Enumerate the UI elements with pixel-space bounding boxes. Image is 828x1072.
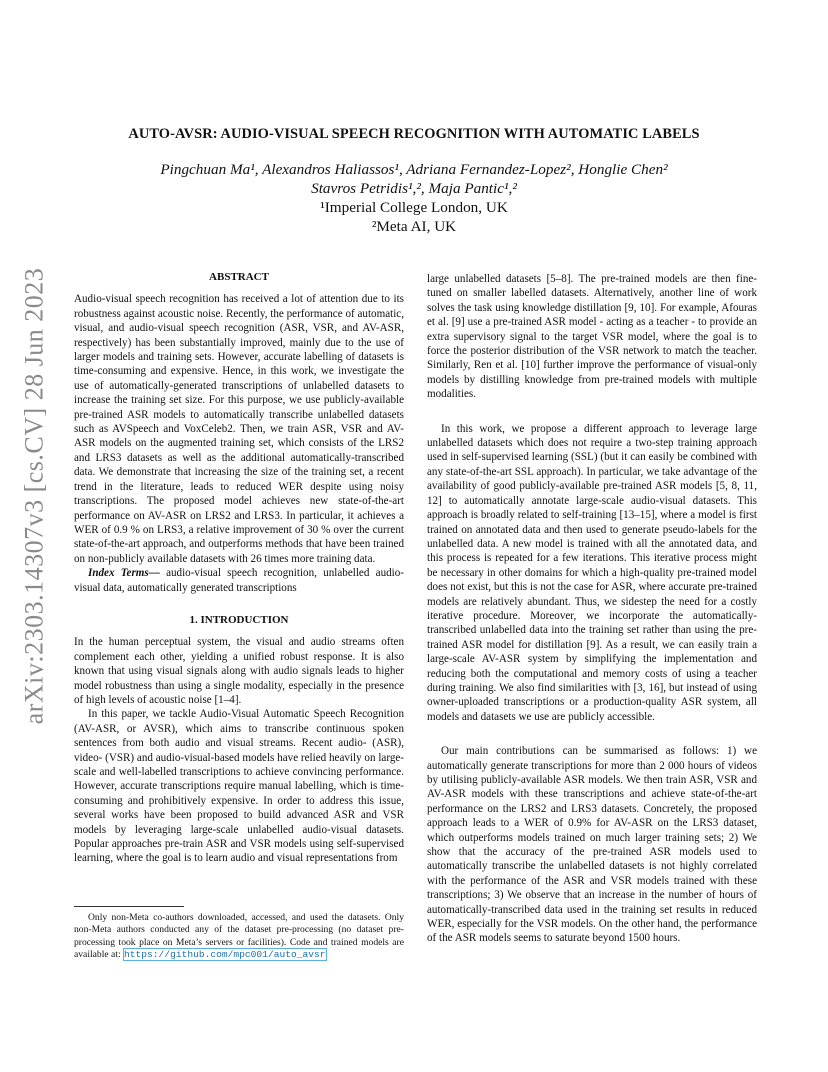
arxiv-identifier (14, 267, 54, 725)
author-line-2: Stavros Petridis¹,², Maja Pantic¹,² (311, 180, 517, 197)
author-block (0, 160, 828, 236)
arxiv-id-text: arXiv:2303.14307v3 [cs.CV] 28 Jun 2023 (19, 267, 49, 725)
right-paragraph-1: large unlabelled datasets [5–8]. The pre-trained models are then fine-tuned on smaller labelled datasets. Alternatively, another line of work solves the task using knowledge distillation [9, 10]. For example, Afouras et al. [9] use a pre-trained ASR model - acting as a teacher - to provide an extra supervisory signal to the target VSR model, where the goal is to force the posterior distribution of the VSR network to match the teacher. Similarly, Ren et al. [10] further improve the performance of visual-only models by distilling knowledge from pre-trained models with multiple modalities. (427, 273, 757, 401)
affiliation-1: ¹Imperial College London, UK (320, 199, 508, 216)
left-column (74, 270, 404, 866)
affiliation-2: ²Meta AI, UK (371, 218, 457, 235)
footnote-text: Only non-Meta co-authors downloaded, accessed, and used the datasets. Only non-Meta authors conducted any of the dataset pre-processing (no dataset pre-processing took place on Meta’s servers or facilities). Code and trained models are available at: (74, 912, 404, 961)
author-line-1: Pingchuan Ma¹, Alexandros Haliassos¹, Adriana Fernandez-Lopez², Honglie Chen² (160, 161, 668, 178)
paper-title: AUTO-AVSR: AUDIO-VISUAL SPEECH RECOGNITION WITH AUTOMATIC LABELS (128, 126, 700, 142)
abstract-text: Audio-visual speech recognition has received a lot of attention due to its robustness against acoustic noise. Recently, the performance of automatic, visual, and audio-visual speech recognition (ASR, VSR, and AV-ASR, respectively) has been substantially improved, mainly due to the use of larger models and training sets. However, accurate labelling of datasets is time-consuming and expensive. Hence, in this work, we investigate the use of automatically-generated transcriptions of unlabelled datasets to increase the training set size. For this purpose, we use publicly-available pre-trained ASR models to automatically transcribe unlabelled datasets such as AVSpeech and VoxCeleb2. Then, we train ASR, VSR and AV-ASR models on the augmented training set, which consists of the LRS2 and LRS3 datasets as well as the additional automatically-transcribed data. We demonstrate that increasing the size of the training set, a recent trend in the literature, leads to reduced WER despite using noisy transcriptions. The proposed model achieves new state-of-the-art performance on AV-ASR on LRS2 and LRS3. In particular, it achieves a WER of 0.9 % on LRS3, a relative improvement of 30 % over the current state-of-the-art approach, and outperforms methods that have been trained on non-publicly available datasets with 26 times more training data. (74, 293, 404, 565)
footnote (74, 912, 404, 962)
right-paragraph-2: In this work, we propose a different approach to leverage large unlabelled datasets which does not require a two-step training approach used in self-supervised learning (SSL) (but it can easily be combined with any state-of-the-art SSL approach). In particular, we take advantage of the availability of good publicly-available pre-trained ASR models [5, 8, 11, 12] to automatically annotate large-scale audio-visual datasets. This approach is broadly related to self-training [13–15], where a model is first trained on annotated data and then used to generate pseudo-labels for the unlabelled data. A new model is trained with all the annotated data, and this process is repeated for a few iterations. This iterative process might be necessary in other domains for which a high-quality pre-trained model does not exist, but this is not the case for ASR, where accurate pre-trained models are relatively abundant. Thus, we sidestep the need for a costly iterative procedure. Moreover, we incorporate the automatically-transcribed unlabelled data into the training set rather than using the pre-trained ASR model for distillation [9]. As a result, we can easily train a large-scale AV-ASR system by simplifying the implementation and reducing both the computational and memory costs of using a teacher during training. We also find similarities with [3, 16], but instead of using owner-uploaded transcriptions or a production-quality ASR system, all models and datasets we use are publicly accessible. (427, 422, 757, 723)
index-terms (74, 566, 404, 595)
index-terms-label: Index Terms— (88, 567, 160, 580)
code-url-link[interactable]: https://github.com/mpc001/auto_avsr (124, 949, 326, 961)
abstract-heading: ABSTRACT (209, 271, 269, 283)
right-column (427, 272, 757, 946)
intro-paragraph-2: In this paper, we tackle Audio-Visual Automatic Speech Recognition (AV-ASR, or AVSR), which aims to transcribe continuous spoken sentences from both audio and visual streams. Recent audio- (ASR), video- (VSR) and audio-visual-based models have relied heavily on large-scale and well-labelled transcriptions to achieve convincing performance. However, accurate transcriptions require manual labelling, which is time-consuming and prohibitively expensive. In order to address this issue, several works have been proposed to build advanced ASR and VSR models by leveraging large-scale unlabelled audio-visual datasets. Popular approaches pre-train ASR and VSR models using self-supervised learning, where the goal is to learn audio and visual representations from (74, 708, 404, 865)
intro-paragraph-1: In the human perceptual system, the visual and audio streams often complement each other, yielding a unified robust response. It is also known that using visual signals along with audio signals leads to higher model robustness than using a single modality, especially in the presence of high levels of acoustic noise [1–4]. (74, 636, 404, 706)
footnote-rule (74, 906, 184, 907)
right-paragraph-3: Our main contributions can be summarised as follows: 1) we automatically generate transcriptions for more than 2 000 hours of videos by utilising publicly-available ASR models. We then train ASR, VSR and AV-ASR models with these transcriptions and achieve state-of-the-art performance on the LRS2 and LRS3 datasets. Concretely, the proposed approach leads to a WER of 0.9% for AV-ASR on the LRS3 dataset, which outperforms models trained on much larger training sets; 2) We show that the accuracy of the pre-trained ASR models used to automatically transcribe the unlabelled datasets is not highly correlated with the performance of the ASR and VSR models trained with these transcriptions; 3) We observe that an increase in the number of hours of automatically-transcribed data used in the training set results in reduced WER, especially for the VSR models. On the other hand, the performance of the ASR models seems to saturate beyond 1500 hours. (427, 745, 757, 945)
intro-heading: 1. INTRODUCTION (189, 613, 289, 626)
index-terms-text: audio-visual speech recognition, unlabelled audio-visual data, automatically generated transcriptions (74, 567, 404, 594)
